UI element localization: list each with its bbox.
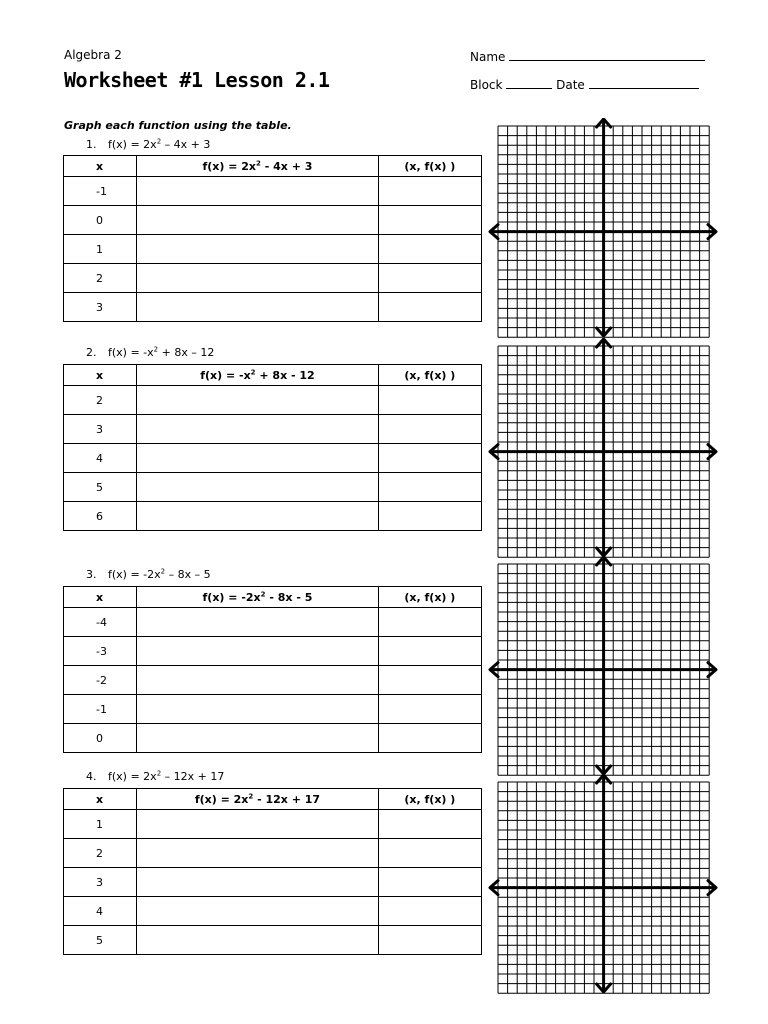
worksheet-title: Worksheet #1 Lesson 2.1 xyxy=(64,68,330,92)
fx-part: – 8x – 5 xyxy=(165,568,211,581)
pair-answer-cell[interactable] xyxy=(378,415,481,444)
problem-number: 1. xyxy=(86,138,97,151)
pair-answer-cell[interactable] xyxy=(378,897,481,926)
x-column-header: x xyxy=(64,789,137,810)
x-value: -2 xyxy=(64,666,137,695)
x-value: 0 xyxy=(64,206,137,235)
pair-column-header: (x, f(x) ) xyxy=(378,587,481,608)
fx-answer-cell[interactable] xyxy=(137,473,379,502)
pair-answer-cell[interactable] xyxy=(378,666,481,695)
x-value: 3 xyxy=(64,293,137,322)
pair-column-header: (x, f(x) ) xyxy=(378,156,481,177)
fx-answer-cell[interactable] xyxy=(137,444,379,473)
exponent: 2 xyxy=(153,345,159,354)
fx-answer-cell[interactable] xyxy=(137,386,379,415)
exponent: 2 xyxy=(156,769,162,778)
x-column-header: x xyxy=(64,156,137,177)
problem-number: 2. xyxy=(86,346,97,359)
x-value: 2 xyxy=(64,839,137,868)
fx-answer-cell[interactable] xyxy=(137,293,379,322)
problem-number: 3. xyxy=(86,568,97,581)
x-value: 5 xyxy=(64,926,137,955)
pair-answer-cell[interactable] xyxy=(378,695,481,724)
exponent: 2 xyxy=(160,567,166,576)
fx-answer-cell[interactable] xyxy=(137,897,379,926)
fx-part: f(x) = 2x xyxy=(108,770,157,783)
x-value: 5 xyxy=(64,473,137,502)
fx-answer-cell[interactable] xyxy=(137,868,379,897)
pair-answer-cell[interactable] xyxy=(378,177,481,206)
pair-column-header: (x, f(x) ) xyxy=(378,789,481,810)
fx-answer-cell[interactable] xyxy=(137,839,379,868)
block-date-fields xyxy=(470,76,699,92)
fx-part: – 4x + 3 xyxy=(161,138,211,151)
pair-answer-cell[interactable] xyxy=(378,810,481,839)
pair-answer-cell[interactable] xyxy=(378,293,481,322)
fx-answer-cell[interactable] xyxy=(137,206,379,235)
problem-2-label xyxy=(86,346,214,359)
fx-answer-cell[interactable] xyxy=(137,666,379,695)
fx-column-header: $f(x) = -x^2 + 8x - 12$ xyxy=(137,365,379,386)
fx-answer-cell[interactable] xyxy=(137,415,379,444)
fx-answer-cell[interactable] xyxy=(137,177,379,206)
fx-part: f(x) = -2x xyxy=(108,568,161,581)
pair-answer-cell[interactable] xyxy=(378,608,481,637)
pair-answer-cell[interactable] xyxy=(378,444,481,473)
pair-answer-cell[interactable] xyxy=(378,264,481,293)
pair-answer-cell[interactable] xyxy=(378,235,481,264)
date-label: Date xyxy=(556,78,585,92)
problem-4-label xyxy=(86,770,224,783)
x-value: 0 xyxy=(64,724,137,753)
fx-answer-cell[interactable] xyxy=(137,637,379,666)
problem-3-table xyxy=(63,586,482,753)
fx-column-header: $f(x) = 2x^2 - 4x + 3$ xyxy=(137,156,379,177)
problem-1-label xyxy=(86,138,210,151)
date-blank[interactable] xyxy=(589,76,699,89)
problem-4-table xyxy=(63,788,482,955)
fx-answer-cell[interactable] xyxy=(137,235,379,264)
pair-answer-cell[interactable] xyxy=(378,724,481,753)
x-column-header: x xyxy=(64,587,137,608)
coordinate-grid-3[interactable] xyxy=(488,556,720,776)
block-label: Block xyxy=(470,78,503,92)
fx-answer-cell[interactable] xyxy=(137,608,379,637)
fx-answer-cell[interactable] xyxy=(137,810,379,839)
name-field[interactable] xyxy=(470,48,705,64)
fx-column-header: $f(x) = 2x^2 - 12x + 17$ xyxy=(137,789,379,810)
fx-answer-cell[interactable] xyxy=(137,724,379,753)
name-label: Name xyxy=(470,50,506,64)
x-value: 1 xyxy=(64,810,137,839)
coordinate-grid-4[interactable] xyxy=(488,774,720,994)
x-value: 6 xyxy=(64,502,137,531)
x-value: 3 xyxy=(64,868,137,897)
pair-answer-cell[interactable] xyxy=(378,868,481,897)
x-value: 2 xyxy=(64,386,137,415)
x-value: -4 xyxy=(64,608,137,637)
pair-answer-cell[interactable] xyxy=(378,502,481,531)
fx-answer-cell[interactable] xyxy=(137,264,379,293)
problem-number: 4. xyxy=(86,770,97,783)
coordinate-grid-1[interactable] xyxy=(488,118,720,338)
x-value: -1 xyxy=(64,695,137,724)
problem-3-label xyxy=(86,568,211,581)
x-value: 4 xyxy=(64,444,137,473)
fx-answer-cell[interactable] xyxy=(137,695,379,724)
x-value: -3 xyxy=(64,637,137,666)
fx-part: + 8x – 12 xyxy=(158,346,215,359)
instructions: Graph each function using the table. xyxy=(64,119,292,132)
x-value: 2 xyxy=(64,264,137,293)
name-blank[interactable] xyxy=(509,48,705,61)
course-label: Algebra 2 xyxy=(64,48,122,62)
x-column-header: x xyxy=(64,365,137,386)
fx-column-header: $f(x) = -2x^2 - 8x - 5$ xyxy=(137,587,379,608)
pair-answer-cell[interactable] xyxy=(378,926,481,955)
x-value: 1 xyxy=(64,235,137,264)
fx-answer-cell[interactable] xyxy=(137,502,379,531)
pair-answer-cell[interactable] xyxy=(378,839,481,868)
x-value: 4 xyxy=(64,897,137,926)
pair-answer-cell[interactable] xyxy=(378,206,481,235)
pair-answer-cell[interactable] xyxy=(378,386,481,415)
x-value: 3 xyxy=(64,415,137,444)
exponent: 2 xyxy=(156,137,162,146)
fx-part: f(x) = 2x xyxy=(108,138,157,151)
pair-answer-cell[interactable] xyxy=(378,473,481,502)
block-blank[interactable] xyxy=(506,76,552,89)
pair-column-header: (x, f(x) ) xyxy=(378,365,481,386)
fx-part: – 12x + 17 xyxy=(161,770,225,783)
coordinate-grid-2[interactable] xyxy=(488,338,720,558)
pair-answer-cell[interactable] xyxy=(378,637,481,666)
problem-1-table xyxy=(63,155,482,322)
x-value: -1 xyxy=(64,177,137,206)
problem-2-table xyxy=(63,364,482,531)
fx-answer-cell[interactable] xyxy=(137,926,379,955)
fx-part: f(x) = -x xyxy=(108,346,154,359)
